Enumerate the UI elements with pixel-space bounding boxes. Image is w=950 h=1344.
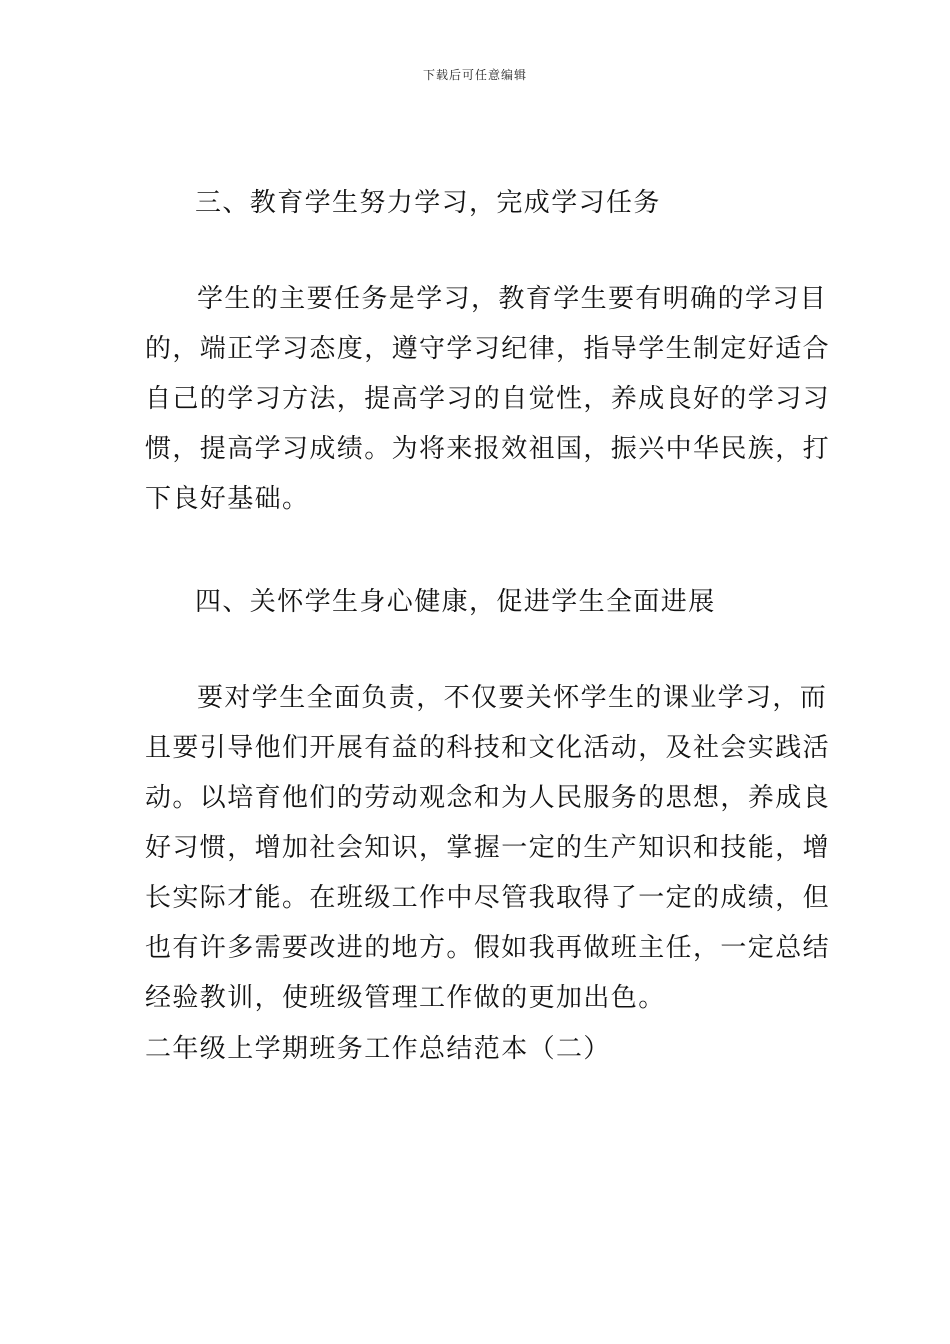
paragraph-line: 惯，提高学习成绩。为将来报效祖国，振兴中华民族，打 — [145, 434, 831, 464]
next-document-title: 二年级上学期班务工作总结范本（二） — [145, 1034, 611, 1064]
section-4-paragraph — [145, 673, 831, 1023]
section-3-heading: 三、教育学生努力学习，完成学习任务 — [195, 188, 661, 218]
paragraph-line: 下良好基础。 — [145, 484, 310, 514]
paragraph-line: 要对学生全面负责，不仅要关怀学生的课业学习，而 — [197, 683, 828, 713]
section-3-paragraph — [145, 274, 831, 524]
page-header-note: 下载后可任意编辑 — [422, 68, 527, 82]
paragraph-line: 经验教训，使班级管理工作做的更加出色。 — [145, 983, 666, 1013]
paragraph-line: 学生的主要任务是学习，教育学生要有明确的学习目 — [197, 284, 828, 314]
section-4-heading: 四、关怀学生身心健康，促进学生全面进展 — [195, 587, 716, 617]
paragraph-line: 自己的学习方法，提高学习的自觉性，养成良好的学习习 — [145, 384, 831, 414]
paragraph-line: 好习惯，增加社会知识，掌握一定的生产知识和技能，增 — [145, 833, 831, 863]
paragraph-line: 动。以培育他们的劳动观念和为人民服务的思想，养成良 — [145, 783, 831, 813]
paragraph-line: 长实际才能。在班级工作中尽管我取得了一定的成绩，但 — [145, 883, 831, 913]
paragraph-line: 也有许多需要改进的地方。假如我再做班主任，一定总结 — [145, 933, 831, 963]
paragraph-line: 的，端正学习态度，遵守学习纪律，指导学生制定好适合 — [145, 334, 831, 364]
paragraph-line: 且要引导他们开展有益的科技和文化活动，及社会实践活 — [145, 733, 831, 763]
